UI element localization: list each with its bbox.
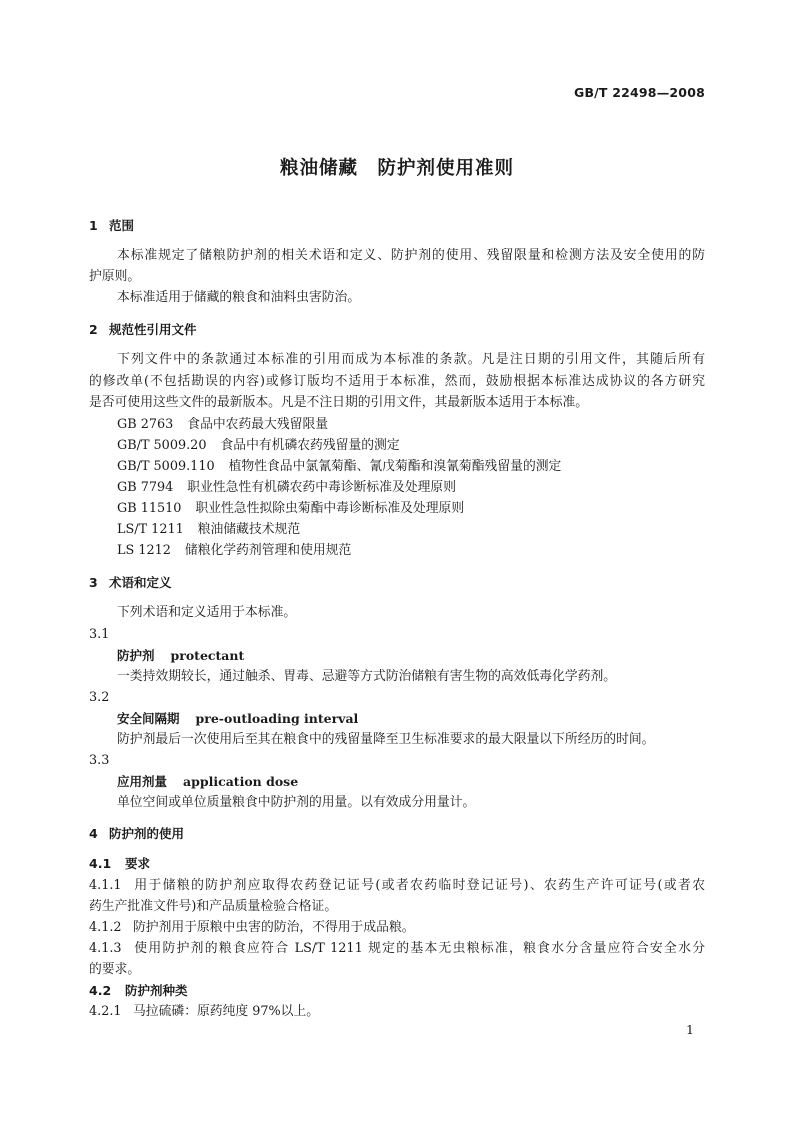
term-definition: 防护剂最后一次使用后至其在粮食中的残留量降至卫生标准要求的最大限量以下所经历的时间。: [117, 732, 655, 747]
page-number: 1: [686, 1022, 694, 1037]
reference-item: GB/T 5009.110 植物性食品中氯氰菊酯、氰戊菊酯和溴氰菊酯残留量的测定: [117, 459, 562, 474]
section-2-paragraph-line-1: 下列文件中的条款通过本标准的引用而成为本标准的条款。凡是注日期的引用文件，其随后所有: [117, 352, 705, 367]
reference-item: LS/T 1211 粮油储藏技术规范: [117, 522, 301, 537]
clause-4-1-1-line-2: 药生产批准文件号)和产品质量检验合格证。: [89, 899, 338, 914]
reference-item: GB 2763 食品中农药最大残留限量: [117, 417, 329, 432]
term-number: 3.3: [89, 753, 110, 768]
reference-item: GB/T 5009.20 食品中有机磷农药残留量的测定: [117, 438, 400, 453]
section-3-intro: 下列术语和定义适用于本标准。: [117, 605, 297, 620]
section-2-paragraph-line-2: 的修改单(不包括勘误的内容)或修订版均不适用于本标准，然而，鼓励根据本标准达成协议的各方研究: [89, 374, 705, 389]
standard-code: GB/T 22498—2008: [573, 85, 705, 100]
clause-4-1-2: 4.1.2 防护剂用于原粮中虫害的防治，不得用于成品粮。: [89, 920, 415, 935]
document-title: 粮油储藏 防护剂使用准则: [279, 158, 514, 179]
subsection-4-2-heading: 4.2 防护剂种类: [89, 983, 188, 998]
term-number: 3.1: [89, 627, 110, 642]
reference-item: GB 7794 职业性急性有机磷农药中毒诊断标准及处理原则: [117, 480, 456, 495]
term-name: 应用剂量 application dose: [117, 774, 299, 789]
section-1-paragraph-1-line-2: 护原则。: [89, 269, 141, 284]
section-2-paragraph-line-3: 是否可使用这些文件的最新版本。凡是不注日期的引用文件，其最新版本适用于本标准。: [89, 395, 589, 410]
section-2-heading: 2 规范性引用文件: [89, 322, 197, 337]
subsection-4-1-heading: 4.1 要求: [89, 856, 151, 871]
clause-4-2-1: 4.2.1 马拉硫磷：原药纯度 97%以上。: [89, 1004, 320, 1019]
reference-item: GB 11510 职业性急性拟除虫菊酯中毒诊断标准及处理原则: [117, 501, 465, 516]
term-number: 3.2: [89, 690, 110, 705]
section-1-heading: 1 范围: [89, 218, 135, 233]
section-3-heading: 3 术语和定义: [89, 575, 172, 590]
section-4-heading: 4 防护剂的使用: [89, 826, 185, 841]
section-1-paragraph-2: 本标准适用于储藏的粮食和油料虫害防治。: [117, 290, 361, 305]
clause-4-1-1-line-1: 4.1.1 用于储粮的防护剂应取得农药登记证号(或者农药临时登记证号)、农药生产许可证号(或者农: [89, 878, 705, 893]
term-definition: 一类持效期较长，通过触杀、胃毒、忌避等方式防治储粮有害生物的高效低毒化学药剂。: [117, 669, 617, 684]
term-name: 防护剂 protectant: [117, 648, 245, 663]
clause-4-1-3-line-2: 的要求。: [89, 962, 141, 977]
clause-4-1-3-line-1: 4.1.3 使用防护剂的粮食应符合 LS/T 1211 规定的基本无虫粮标准，粮食水分含量应符合安全水分: [89, 941, 705, 956]
reference-item: LS 1212 储粮化学药剂管理和使用规范: [117, 543, 352, 558]
term-definition: 单位空间或单位质量粮食中防护剂的用量。以有效成分用量计。: [117, 795, 476, 810]
term-name: 安全间隔期 pre-outloading interval: [117, 711, 359, 726]
section-1-paragraph-1-line-1: 本标准规定了储粮防护剂的相关术语和定义、防护剂的使用、残留限量和检测方法及安全使用的防: [117, 248, 705, 263]
